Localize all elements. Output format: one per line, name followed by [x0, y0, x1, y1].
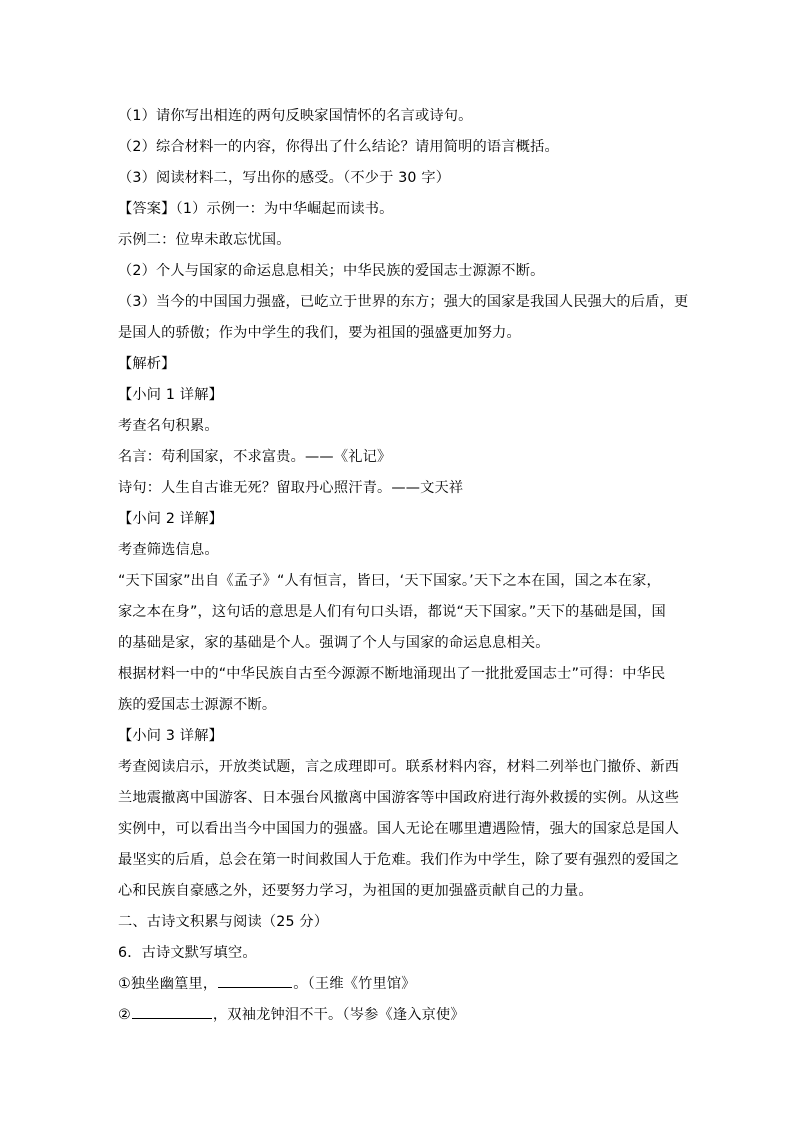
sub-question-2-heading: 【小问 2 详解】 [118, 511, 223, 527]
question-2: （2）综合材料一的内容，你得出了什么结论？请用简明的语言概括。 [118, 139, 559, 155]
answer-blank[interactable] [218, 971, 292, 988]
analysis-line: 最坚实的后盾，总会在第一时间救国人于危难。我们作为中学生，除了要有强烈的爱国之 [118, 852, 680, 868]
answer-line: （3）当今的中国国力强盛，已屹立于世界的东方；强大的国家是我国人民强大的后盾，更 [118, 294, 689, 310]
analysis-line: 实例中，可以看出当今中国国力的强盛。国人无论在哪里遭遇险情，强大的国家总是国人 [118, 821, 680, 837]
fill-in-suffix: 。（王维《竹里馆》 [293, 976, 416, 992]
analysis-line: 考查筛选信息。 [118, 542, 219, 558]
sub-question-3-heading: 【小问 3 详解】 [118, 728, 223, 744]
question-1: （1）请你写出相连的两句反映家国情怀的名言或诗句。 [118, 108, 473, 124]
fill-in-prefix: ② [118, 1007, 131, 1023]
answer-line: 示例二：位卑未敢忘忧国。 [118, 232, 291, 248]
question-6: 6．古诗文默写填空。 [118, 945, 257, 961]
fill-in-suffix: ，双袖龙钟泪不干。（岑参《逢入京使》 [212, 1007, 465, 1023]
analysis-heading: 【解析】 [118, 356, 176, 372]
analysis-line: 的基础是家，家的基础是个人。强调了个人与国家的命运息息相关。 [118, 635, 550, 651]
answer-line: 是国人的骄傲；作为中学生的我们，要为祖国的强盛更加努力。 [118, 325, 521, 341]
analysis-line: 考查阅读启示，开放类试题，言之成理即可。联系材料内容，材料二列举也门撤侨、新西 [118, 759, 680, 775]
document-content [118, 101, 689, 1031]
fill-in-item-2 [118, 1000, 674, 1031]
analysis-line: 诗句：人生自古谁无死？留取丹心照汗青。——文天祥 [118, 480, 464, 496]
analysis-line: “天下国家”出自《孟子》“人有恒言，皆曰，‘天下国家。’天下之本在国，国之本在家， [118, 573, 661, 589]
fill-in-prefix: ①独坐幽篁里， [118, 976, 218, 992]
analysis-line: 心和民族自豪感之外，还要努力学习，为祖国的更加强盛贡献自己的力量。 [118, 883, 593, 899]
analysis-line: 名言：苟利国家，不求富贵。——《礼记》 [118, 449, 392, 465]
analysis-line: 族的爱国志士源源不断。 [118, 697, 277, 713]
analysis-line: 根据材料一中的“中华民族自古至今源源不断地涌现出了一批批爱国志士”可得：中华民 [118, 666, 666, 682]
question-3: （3）阅读材料二，写出你的感受。（不少于 30 字） [118, 170, 451, 186]
answer-blank[interactable] [132, 1002, 212, 1019]
answer-line: 【答案】（1）示例一：为中华崛起而读书。 [118, 201, 394, 217]
analysis-line: 考查名句积累。 [118, 418, 219, 434]
analysis-line: 兰地震撤离中国游客、日本强台风撤离中国游客等中国政府进行海外救援的实例。从这些 [118, 790, 680, 806]
sub-question-1-heading: 【小问 1 详解】 [118, 387, 223, 403]
section-title: 二、古诗文积累与阅读（25 分） [118, 914, 329, 930]
fill-in-item-1 [118, 969, 674, 1000]
answer-line: （2）个人与国家的命运息息相关；中华民族的爱国志士源源不断。 [118, 263, 545, 279]
analysis-line: 家之本在身”，这句话的意思是人们有句口头语，都说“天下国家。”天下的基础是国，国 [118, 604, 666, 620]
